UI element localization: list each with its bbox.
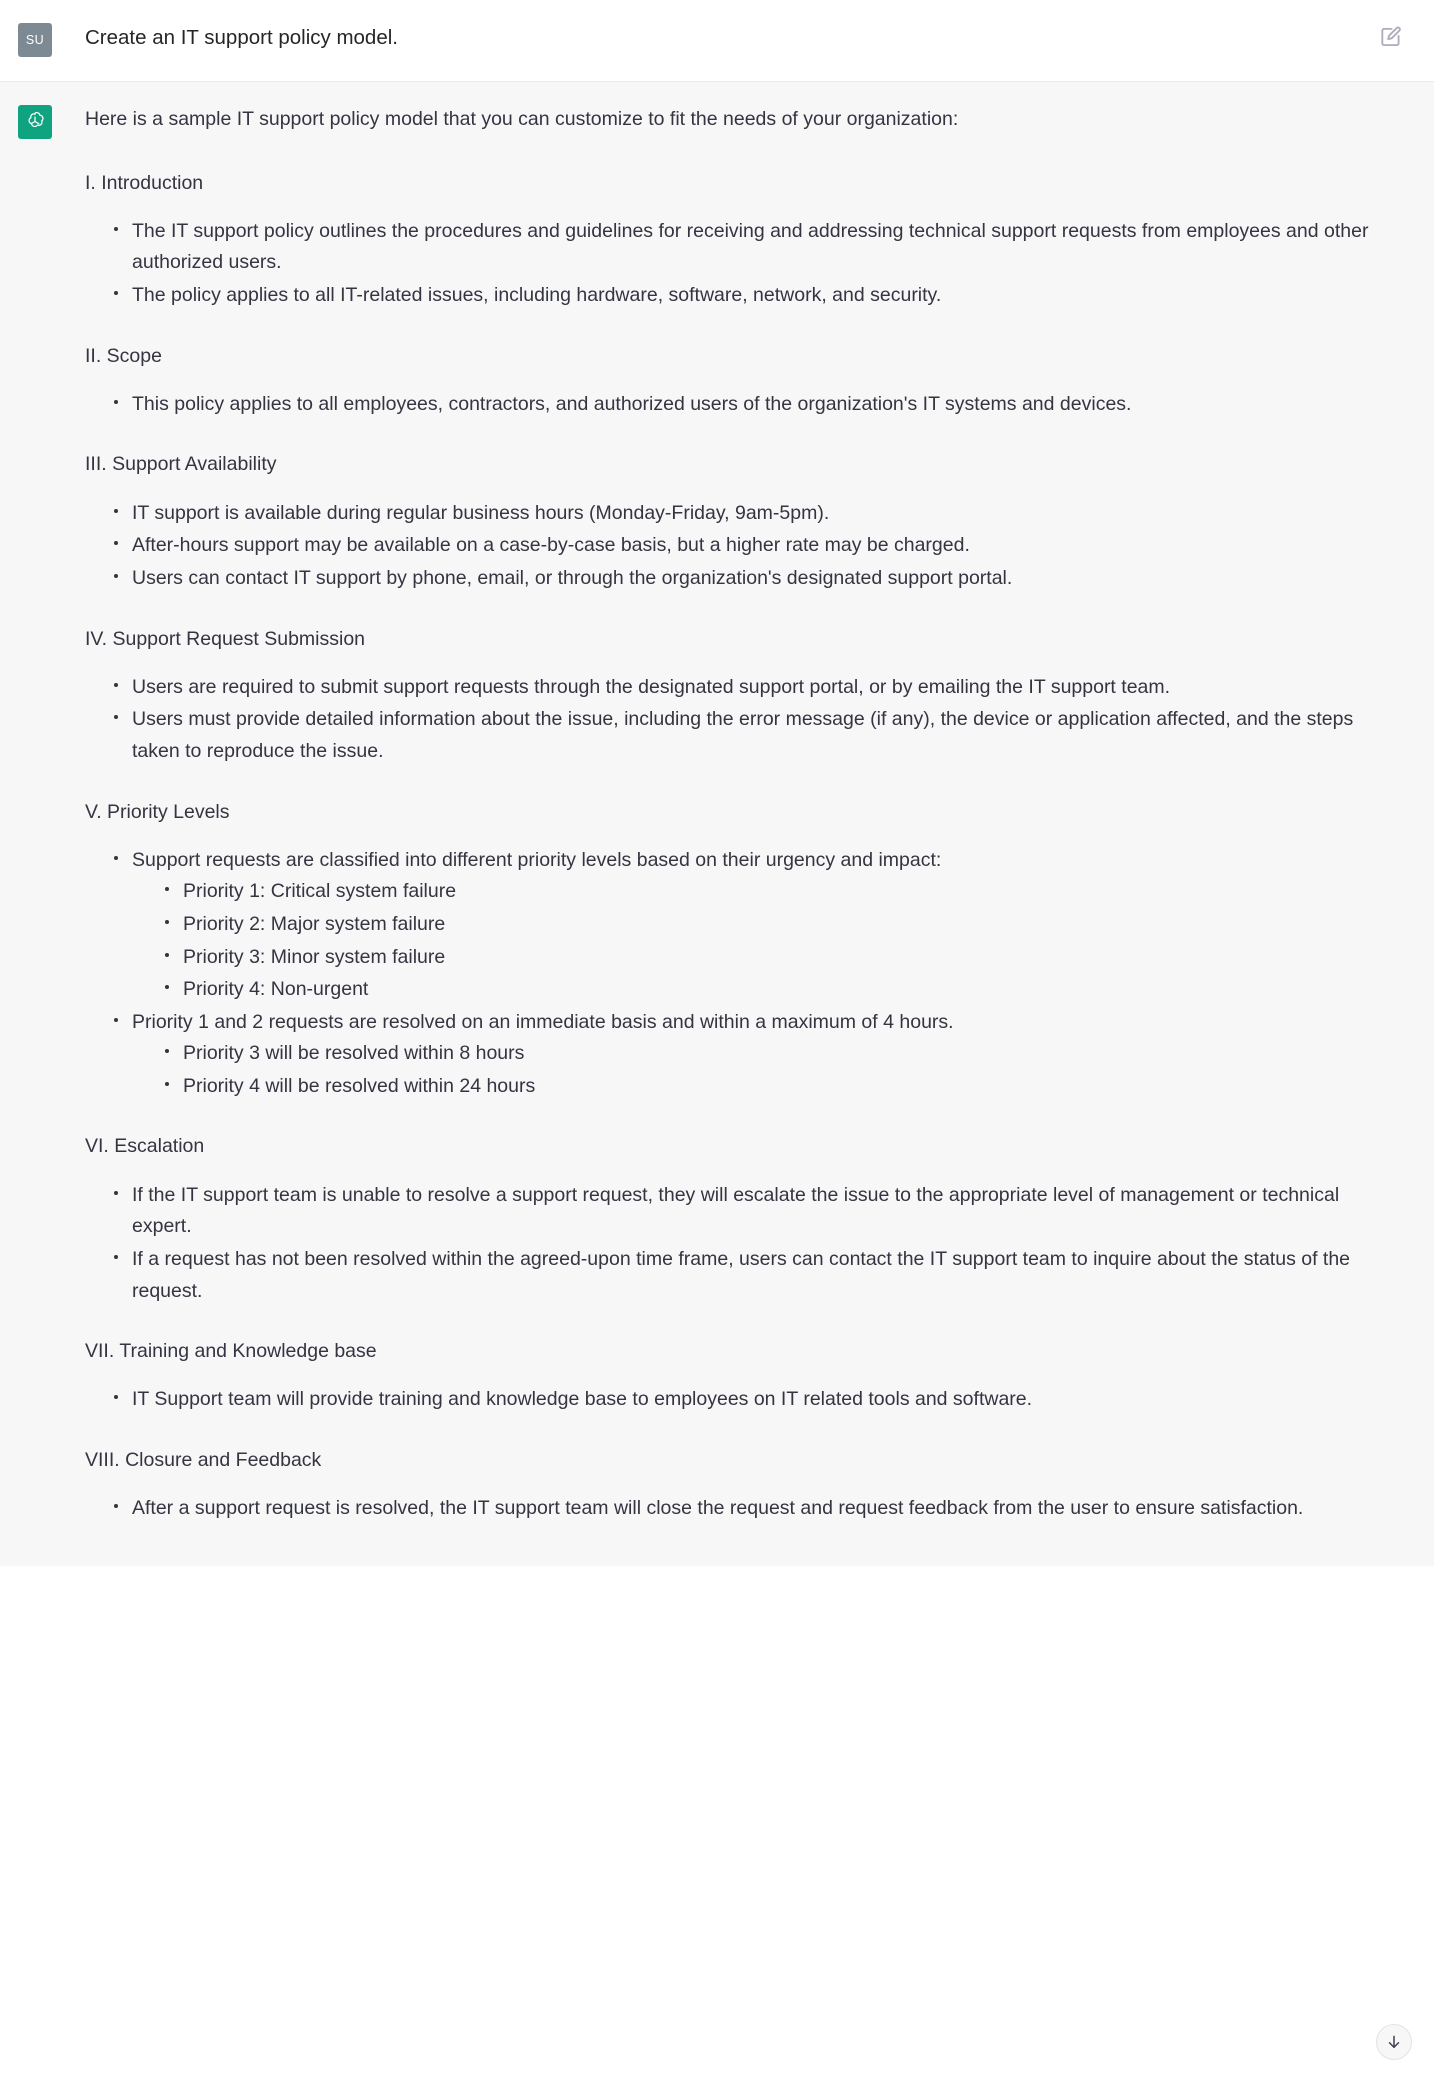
nested-bullet-list — [132, 876, 1374, 1005]
assistant-avatar — [18, 105, 52, 139]
list-item-text: If the IT support team is unable to resolve a support request, they will escalate the issue to the appropriate level of management or technical expert. — [132, 1183, 1340, 1238]
user-message-turn — [0, 0, 1434, 82]
list-item-text: This policy applies to all employees, contractors, and authorized users of the organization's IT systems and devices. — [132, 392, 1132, 415]
assistant-markdown-body — [85, 104, 1374, 1525]
section-bullet-list — [85, 1384, 1374, 1416]
assistant-message-content — [85, 104, 1374, 1526]
list-item — [109, 1180, 1374, 1243]
list-item-text: If a request has not been resolved within the agreed-upon time frame, users can contact the IT support team to inquire about the status of the request. — [132, 1247, 1351, 1302]
section-heading: IV. Support Request Submission — [85, 627, 366, 650]
list-item-text: Users are required to submit support requests through the designated support portal, or by emailing the IT support team. — [132, 675, 1171, 698]
list-item — [109, 389, 1374, 421]
list-item-text: After-hours support may be available on a case-by-case basis, but a higher rate may be charged. — [132, 534, 970, 557]
section-bullet-list — [85, 845, 1374, 1103]
nested-list-item: Priority 4: Non-urgent — [160, 974, 1374, 1006]
section-bullet-list — [85, 672, 1374, 768]
list-item-text: After a support request is resolved, the IT support team will close the request and request feedback from the user to ensure satisfaction. — [132, 1497, 1304, 1520]
section-heading: V. Priority Levels — [85, 800, 230, 823]
user-avatar — [18, 23, 52, 57]
list-item — [109, 563, 1374, 595]
policy-section — [85, 799, 1374, 1103]
policy-section — [85, 1338, 1374, 1416]
user-avatar-initials: SU — [25, 33, 45, 47]
list-item — [109, 216, 1374, 279]
list-item — [109, 845, 1374, 1006]
assistant-message-turn — [0, 82, 1434, 1566]
list-item — [109, 498, 1374, 530]
section-heading: II. Scope — [85, 344, 162, 367]
list-item — [109, 1493, 1374, 1525]
list-item-text: IT support is available during regular business hours (Monday-Friday, 9am-5pm). — [132, 501, 830, 524]
section-bullet-list — [85, 1493, 1374, 1525]
nested-list-item: Priority 1: Critical system failure — [160, 876, 1374, 908]
user-message-content — [85, 22, 1374, 52]
policy-section — [85, 170, 1374, 312]
list-item — [109, 704, 1374, 767]
policy-section — [85, 451, 1374, 594]
section-heading: VI. Escalation — [85, 1135, 205, 1158]
list-item — [109, 1384, 1374, 1416]
list-item — [109, 1007, 1374, 1103]
nested-list-item: Priority 2: Major system failure — [160, 909, 1374, 941]
list-item — [109, 530, 1374, 562]
section-heading: I. Introduction — [85, 171, 204, 194]
list-item-text: Support requests are classified into different priority levels based on their urgency and impact: — [132, 848, 942, 871]
nested-list-item: Priority 3 will be resolved within 8 hours — [160, 1038, 1374, 1070]
section-bullet-list — [85, 216, 1374, 312]
policy-section — [85, 1447, 1374, 1525]
assistant-intro-paragraph: Here is a sample IT support policy model that you can customize to fit the needs of your organization: — [85, 108, 959, 130]
user-message-row — [0, 22, 1434, 57]
section-heading: VII. Training and Knowledge base — [85, 1340, 377, 1363]
policy-sections-container — [85, 170, 1374, 1525]
nested-list-item: Priority 4 will be resolved within 24 hours — [160, 1071, 1374, 1103]
policy-section — [85, 626, 1374, 768]
edit-pencil-square-icon[interactable] — [1378, 24, 1404, 50]
assistant-message-row — [0, 104, 1434, 1526]
list-item-text: Users can contact IT support by phone, email, or through the organization's designated support portal. — [132, 566, 1013, 589]
list-item-text: Users must provide detailed information about the issue, including the error message (if any), the device or application affected, and the steps taken to reproduce the issue. — [132, 708, 1354, 762]
section-bullet-list — [85, 498, 1374, 595]
nested-bullet-list — [132, 1038, 1374, 1102]
section-heading: VIII. Closure and Feedback — [85, 1448, 322, 1471]
section-bullet-list — [85, 1180, 1374, 1307]
openai-logo-icon — [23, 110, 47, 134]
nested-list-item: Priority 3: Minor system failure — [160, 942, 1374, 974]
list-item-text: The IT support policy outlines the procedures and guidelines for receiving and addressing technical support requests from employees and other authorized users. — [132, 219, 1369, 274]
list-item-text: IT Support team will provide training and knowledge base to employees on IT related tools and software. — [132, 1388, 1033, 1411]
section-heading: III. Support Availability — [85, 453, 277, 476]
list-item-text: The policy applies to all IT-related issues, including hardware, software, network, and security. — [132, 284, 942, 307]
list-item — [109, 672, 1374, 704]
list-item — [109, 1244, 1374, 1307]
section-bullet-list — [85, 389, 1374, 421]
policy-section — [85, 343, 1374, 421]
policy-section — [85, 1133, 1374, 1307]
arrow-down-icon — [1385, 2033, 1403, 2051]
list-item — [109, 280, 1374, 312]
list-item-text: Priority 1 and 2 requests are resolved on an immediate basis and within a maximum of 4 hours. — [132, 1010, 954, 1033]
user-message-text: Create an IT support policy model. — [85, 26, 398, 49]
scroll-to-bottom-button[interactable] — [1376, 2024, 1412, 2060]
